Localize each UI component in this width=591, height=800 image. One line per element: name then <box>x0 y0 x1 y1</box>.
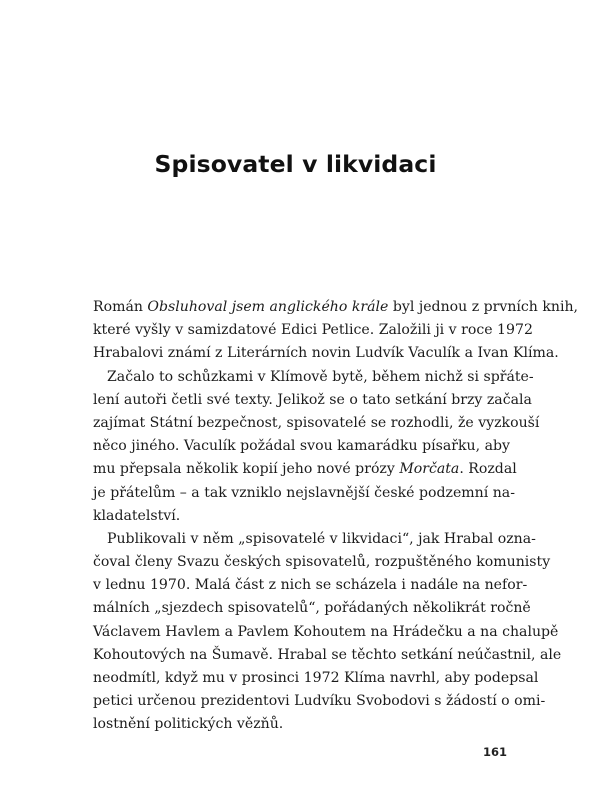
chapter-title: Spisovatel v likvidaci <box>154 150 437 178</box>
text-line <box>93 551 551 574</box>
text-segment: lostnění politických vězňů. <box>93 716 284 733</box>
text-segment: neodmítl, když mu v prosinci 1972 Klíma navrhl, aby podepsal <box>93 670 539 686</box>
text-line <box>93 366 534 389</box>
text-line <box>93 667 539 690</box>
text-line <box>93 690 546 713</box>
italic-title: Morčata <box>399 461 460 478</box>
text-segment: petici určenou prezidentovi Ludvíku Svobodovi s žádostí o omi- <box>93 693 546 710</box>
paragraph <box>93 366 540 528</box>
paragraph <box>93 528 562 737</box>
text-line <box>93 528 536 551</box>
text-line <box>93 713 507 736</box>
text-line <box>93 342 559 365</box>
text-segment: Hrabalovi známí z Literárních novin Ludvík Vaculík a Ivan Klíma. <box>93 345 559 362</box>
text-line <box>93 505 507 528</box>
body-text <box>93 296 579 737</box>
text-segment: byl jednou z prvních knih, <box>388 299 579 315</box>
italic-title: Obsluhoval jsem anglického krále <box>147 299 389 315</box>
text-segment: Román <box>93 299 148 315</box>
text-line <box>93 574 528 597</box>
text-segment: Kohoutových na Šumavě. Hrabal se těchto setkání neúčastnil, ale <box>93 646 562 663</box>
text-segment: lení autoři četli své texty. Jelikož se o tato setkání brzy začala <box>93 391 532 408</box>
text-segment: Začalo to schůzkami v Klímově bytě, během nichž si spřáte- <box>107 368 534 385</box>
text-segment: něco jiného. Vaculík požádal svou kamarádku písařku, aby <box>93 438 510 455</box>
text-line <box>93 597 531 620</box>
text-segment: je přátelům – a tak vzniklo nejslavnější české podzemní na- <box>93 484 515 501</box>
text-line <box>93 296 579 319</box>
text-line <box>93 412 540 435</box>
text-line <box>93 644 562 667</box>
text-line <box>93 621 559 644</box>
text-line <box>93 319 533 342</box>
text-line <box>93 482 515 505</box>
text-segment: zajímat Státní bezpečnost, spisovatelé se rozhodli, že vyzkouší <box>93 414 540 431</box>
text-segment: Publikovali v něm „spisovatelé v likvidaci“, jak Hrabal ozna- <box>107 530 536 547</box>
text-line <box>93 458 517 481</box>
text-line <box>93 389 532 412</box>
text-segment: v lednu 1970. Malá část z nich se scházela i nadále na nefor- <box>93 577 528 594</box>
text-segment: které vyšly v samizdatové Edici Petlice. Založili ji v roce 1972 <box>93 322 533 339</box>
text-segment: Václavem Havlem a Pavlem Kohoutem na Hrádečku a na chalupě <box>93 623 559 640</box>
text-segment: . Rozdal <box>459 461 517 478</box>
text-segment: málních „sjezdech spisovatelů“, pořádaných několikrát ročně <box>93 600 531 617</box>
text-segment: mu přepsala několik kopií jeho nové prózy <box>93 461 400 478</box>
text-segment: kladatelství. <box>93 507 181 524</box>
paragraph <box>93 296 579 366</box>
page-number: 161 <box>482 745 507 759</box>
text-segment: čoval členy Svazu českých spisovatelů, rozpuštěného komunisty <box>93 554 551 571</box>
text-line <box>93 435 510 458</box>
